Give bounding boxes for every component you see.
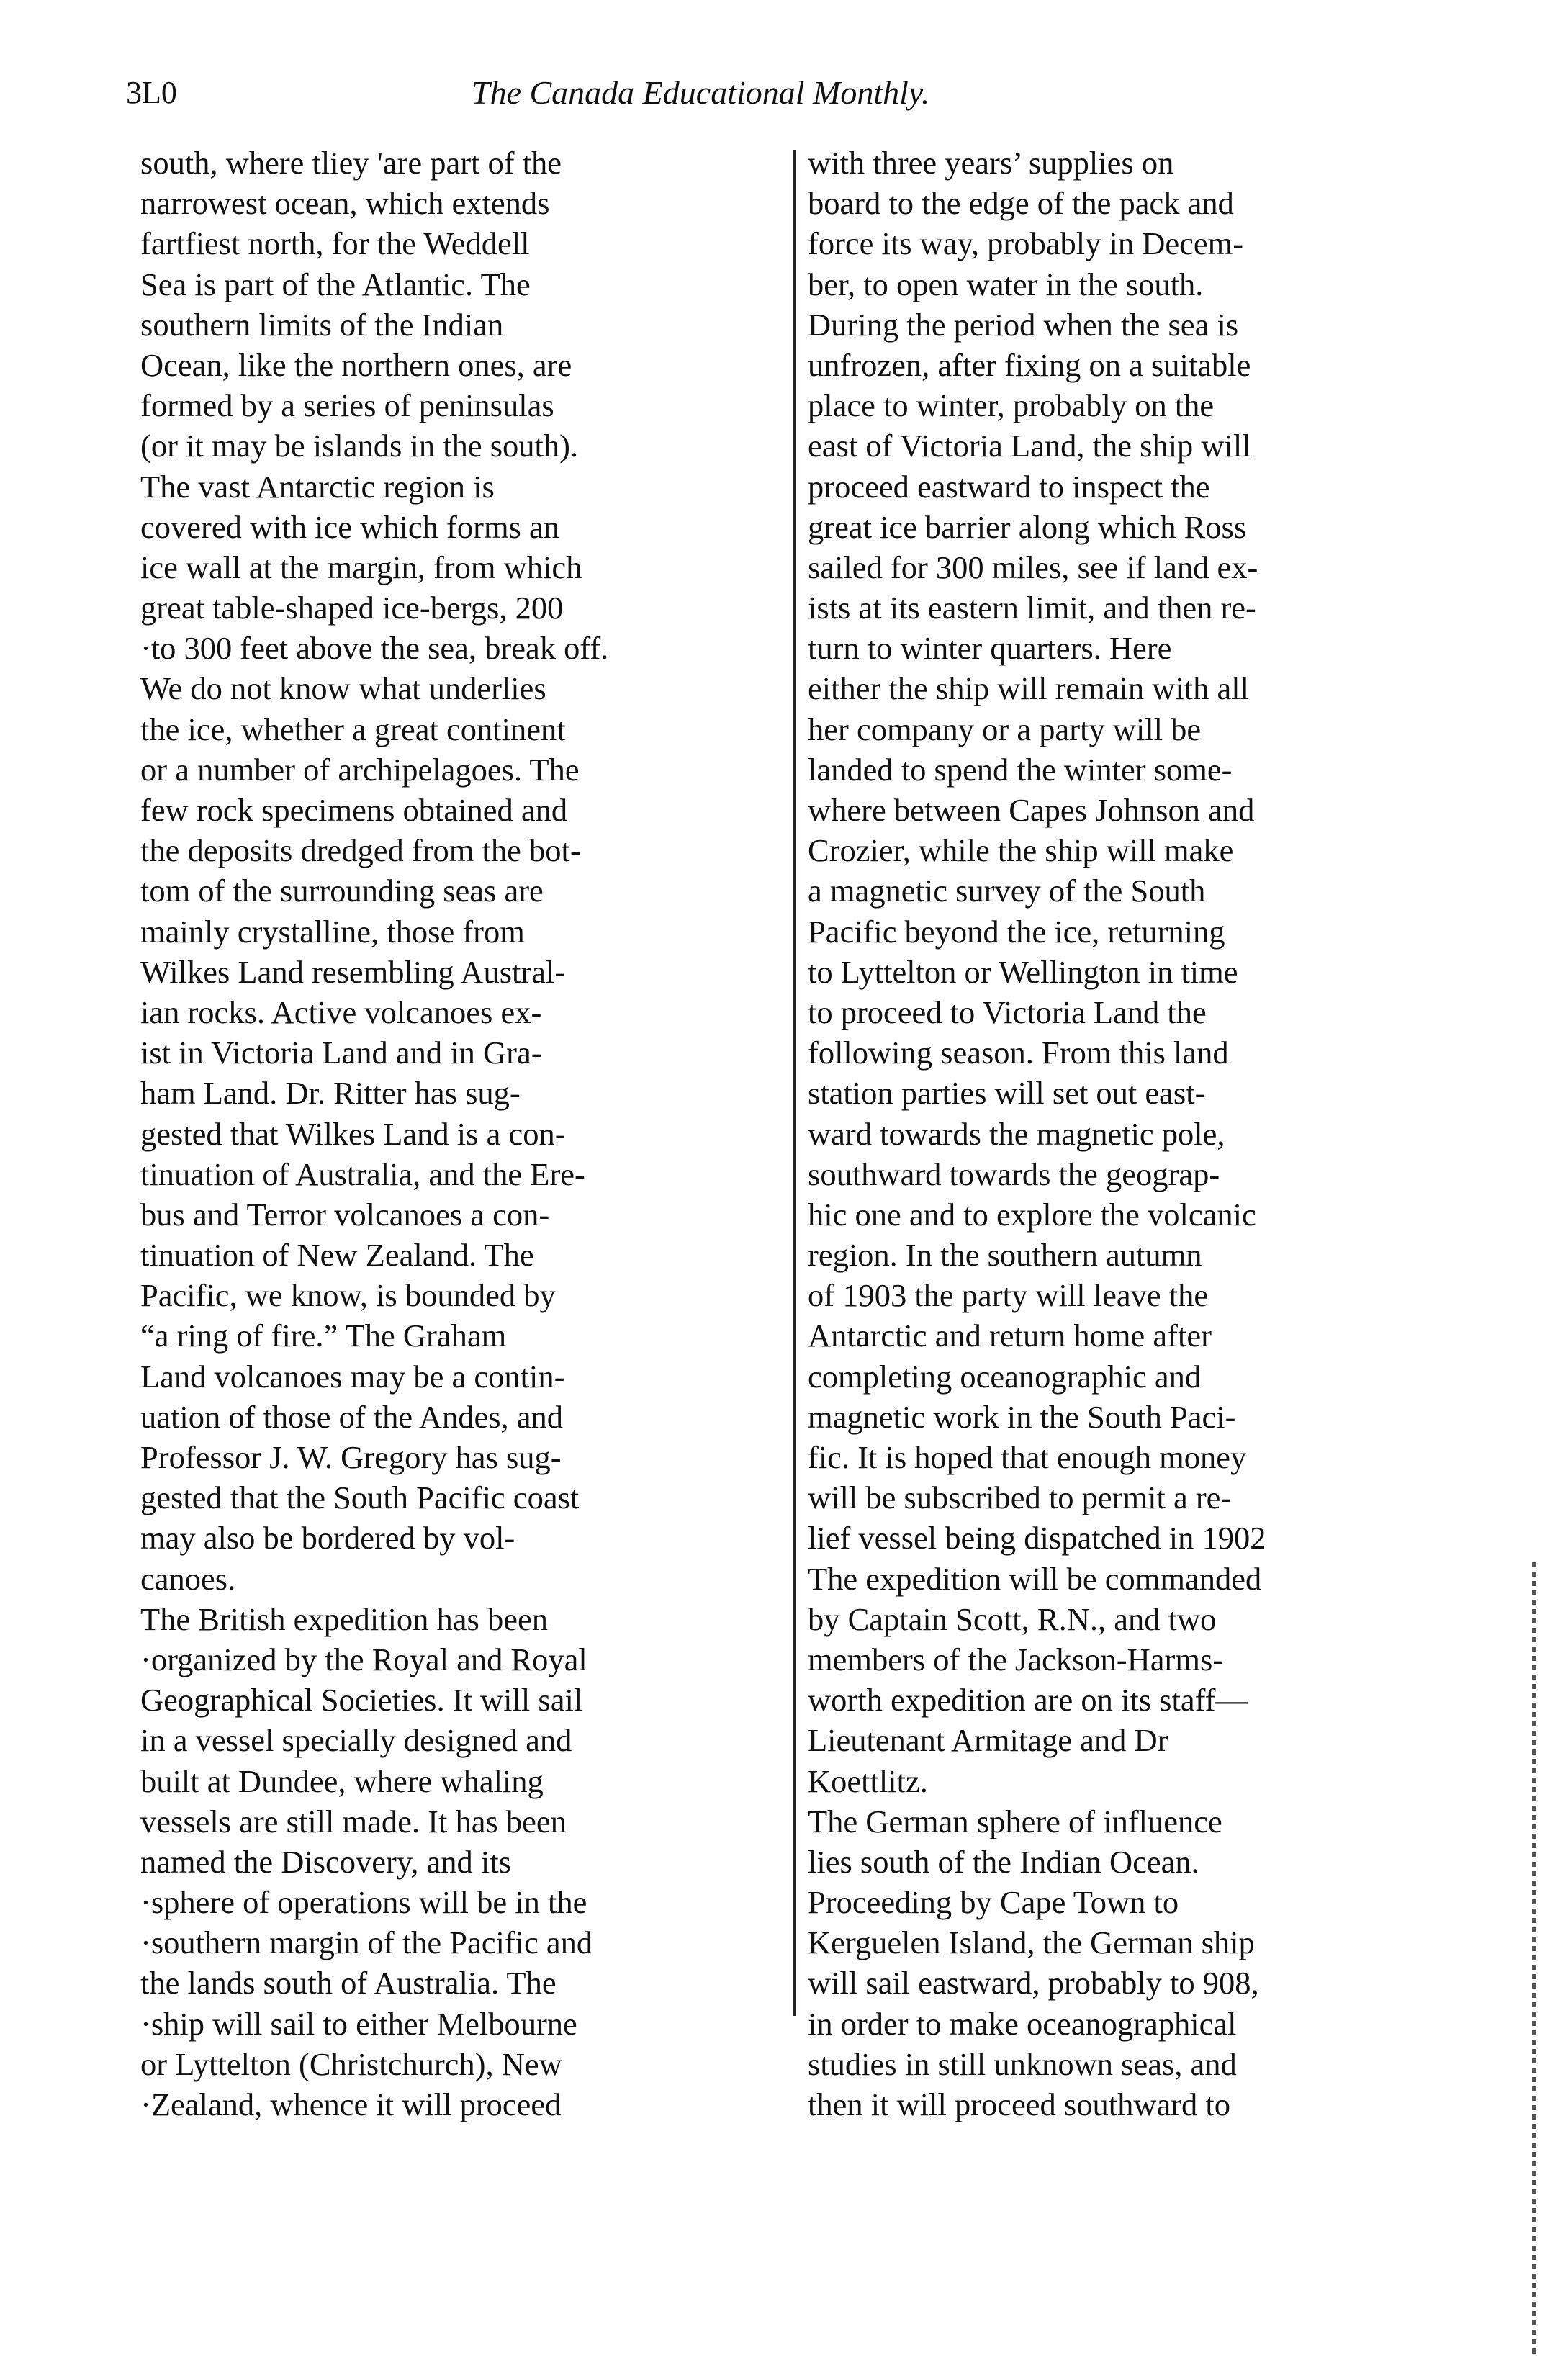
- text-line: Crozier, while the ship will make: [808, 832, 1234, 869]
- text-line: Pacific beyond the ice, returning: [808, 913, 1225, 950]
- text-line: hic one and to explore the volcanic: [808, 1196, 1256, 1233]
- text-line: ·sphere of operations will be in the: [140, 1884, 587, 1921]
- text-line: to proceed to Victoria Land the: [808, 994, 1207, 1030]
- text-line: of 1903 the party will leave the: [808, 1277, 1209, 1314]
- text-line: tom of the surrounding seas are: [140, 873, 544, 909]
- text-line: fartfiest north, for the Weddell: [140, 225, 530, 262]
- text-line: by Captain Scott, R.N., and two: [808, 1600, 1217, 1637]
- text-line: The vast Antarctic region is: [140, 468, 495, 505]
- text-line: Lieutenant Armitage and Dr: [808, 1722, 1168, 1759]
- text-line: ·ship will sail to either Melbourne: [140, 2005, 577, 2042]
- text-line: region. In the southern autumn: [808, 1237, 1202, 1274]
- text-line: or a number of archipelagoes. The: [140, 751, 580, 788]
- text-line: lief vessel being dispatched in 1902: [808, 1520, 1266, 1557]
- text-line: few rock specimens obtained and: [140, 792, 568, 828]
- text-line: the deposits dredged from the bot-: [140, 832, 581, 869]
- text-line: mainly crystalline, those from: [140, 913, 525, 950]
- text-line: with three years’ supplies on: [808, 145, 1174, 181]
- text-line: ·southern margin of the Pacific and: [140, 1924, 593, 1961]
- text-line: Kerguelen Island, the German ship: [808, 1924, 1255, 1961]
- text-line: south, where tliey 'are part of the: [140, 145, 562, 181]
- text-line: ·organized by the Royal and Royal: [140, 1641, 587, 1677]
- text-line: will be subscribed to permit a re-: [808, 1479, 1232, 1516]
- text-line: ists at its eastern limit, and then re-: [808, 590, 1256, 626]
- text-line: ·to 300 feet above the sea, break off.: [140, 630, 609, 667]
- text-line: will sail eastward, probably to 908,: [808, 1965, 1259, 2001]
- right-column: [808, 143, 1433, 2125]
- text-line: either the ship will remain with all: [808, 670, 1249, 707]
- text-line: to Lyttelton or Wellington in time: [808, 953, 1238, 990]
- text-line: During the period when the sea is: [808, 306, 1239, 343]
- text-line: canoes.: [140, 1560, 236, 1597]
- text-line: Geographical Societies. It will sail: [140, 1682, 583, 1719]
- text-line: magnetic work in the South Paci-: [808, 1398, 1236, 1435]
- page-number: 3L0: [126, 75, 177, 110]
- text-line: fic. It is hoped that enough money: [808, 1439, 1247, 1475]
- text-line: “a ring of fire.” The Graham: [140, 1318, 507, 1354]
- text-line: ·Zealand, whence it will proceed: [140, 2086, 562, 2122]
- text-line: proceed eastward to inspect the: [808, 468, 1210, 505]
- text-line: named the Discovery, and its: [140, 1843, 511, 1880]
- text-line: (or it may be islands in the south).: [140, 428, 579, 464]
- text-line: force its way, probably in Decem-: [808, 225, 1244, 262]
- text-line: Land volcanoes may be a contin-: [140, 1358, 565, 1395]
- text-line: Proceeding by Cape Town to: [808, 1884, 1179, 1921]
- text-line: uation of those of the Andes, and: [140, 1398, 564, 1435]
- text-line: The British expedition has been: [140, 1600, 549, 1637]
- text-line: The German sphere of influence: [808, 1803, 1222, 1839]
- text-line: Koettlitz.: [808, 1762, 928, 1799]
- text-line: great table-shaped ice-bergs, 200: [140, 590, 564, 626]
- margin-scan-mark: [1532, 1562, 1536, 2354]
- text-line: ist in Victoria Land and in Gra-: [140, 1035, 542, 1071]
- text-line: worth expedition are on its staff—: [808, 1682, 1248, 1719]
- text-line: Professor J. W. Gregory has sug-: [140, 1439, 562, 1475]
- text-line: east of Victoria Land, the ship will: [808, 428, 1251, 464]
- text-line: then it will proceed southward to: [808, 2086, 1231, 2122]
- text-line: ber, to open water in the south.: [808, 266, 1204, 302]
- text-line: southern limits of the Indian: [140, 306, 504, 343]
- text-line: her company or a party will be: [808, 711, 1202, 747]
- text-line: Pacific, we know, is bounded by: [140, 1277, 556, 1314]
- text-line: Sea is part of the Atlantic. The: [140, 266, 531, 302]
- text-line: may also be bordered by vol-: [140, 1520, 515, 1557]
- text-line: bus and Terror volcanoes a con-: [140, 1196, 550, 1233]
- text-line: tinuation of New Zealand. The: [140, 1237, 534, 1274]
- text-line: gested that Wilkes Land is a con-: [140, 1115, 566, 1152]
- text-line: the ice, whether a great continent: [140, 711, 566, 747]
- text-line: in a vessel specially designed and: [140, 1722, 572, 1759]
- text-line: Wilkes Land resembling Austral-: [140, 953, 566, 990]
- running-title: The Canada Educational Monthly.: [472, 74, 930, 111]
- text-line: narrowest ocean, which extends: [140, 185, 550, 222]
- text-line: covered with ice which forms an: [140, 508, 559, 545]
- text-line: following season. From this land: [808, 1035, 1229, 1071]
- text-line: We do not know what underlies: [140, 670, 546, 707]
- text-line: completing oceanographic and: [808, 1358, 1202, 1395]
- text-line: turn to winter quarters. Here: [808, 630, 1172, 667]
- text-line: unfrozen, after fixing on a suitable: [808, 346, 1251, 383]
- text-line: ham Land. Dr. Ritter has sug-: [140, 1075, 521, 1112]
- text-line: Antarctic and return home after: [808, 1318, 1212, 1354]
- text-line: where between Capes Johnson and: [808, 792, 1255, 828]
- text-line: the lands south of Australia. The: [140, 1965, 557, 2001]
- text-line: built at Dundee, where whaling: [140, 1762, 544, 1799]
- text-line: Ocean, like the northern ones, are: [140, 346, 572, 383]
- text-line: ian rocks. Active volcanoes ex-: [140, 994, 542, 1030]
- left-column: [140, 143, 792, 2125]
- text-line: in order to make oceanographical: [808, 2005, 1237, 2042]
- text-line: ward towards the magnetic pole,: [808, 1115, 1225, 1152]
- text-line: great ice barrier along which Ross: [808, 508, 1247, 545]
- text-line: landed to spend the winter some-: [808, 751, 1233, 788]
- text-line: board to the edge of the pack and: [808, 185, 1234, 222]
- text-line: vessels are still made. It has been: [140, 1803, 567, 1839]
- page-header: [126, 60, 1134, 125]
- text-line: tinuation of Australia, and the Ere-: [140, 1156, 585, 1192]
- text-line: station parties will set out east-: [808, 1075, 1206, 1112]
- text-line: sailed for 300 miles, see if land ex-: [808, 549, 1258, 585]
- text-line: The expedition will be commanded: [808, 1560, 1262, 1597]
- text-line: southward towards the geograp-: [808, 1156, 1220, 1192]
- text-line: studies in still unknown seas, and: [808, 2045, 1237, 2082]
- text-line: gested that the South Pacific coast: [140, 1479, 580, 1516]
- column-divider: [793, 150, 796, 2016]
- text-line: place to winter, probably on the: [808, 387, 1215, 424]
- text-line: formed by a series of peninsulas: [140, 387, 554, 424]
- text-line: a magnetic survey of the South: [808, 873, 1206, 909]
- text-line: or Lyttelton (Christchurch), New: [140, 2045, 562, 2082]
- text-line: ice wall at the margin, from which: [140, 549, 582, 585]
- text-line: members of the Jackson-Harms-: [808, 1641, 1224, 1677]
- text-line: lies south of the Indian Ocean.: [808, 1843, 1199, 1880]
